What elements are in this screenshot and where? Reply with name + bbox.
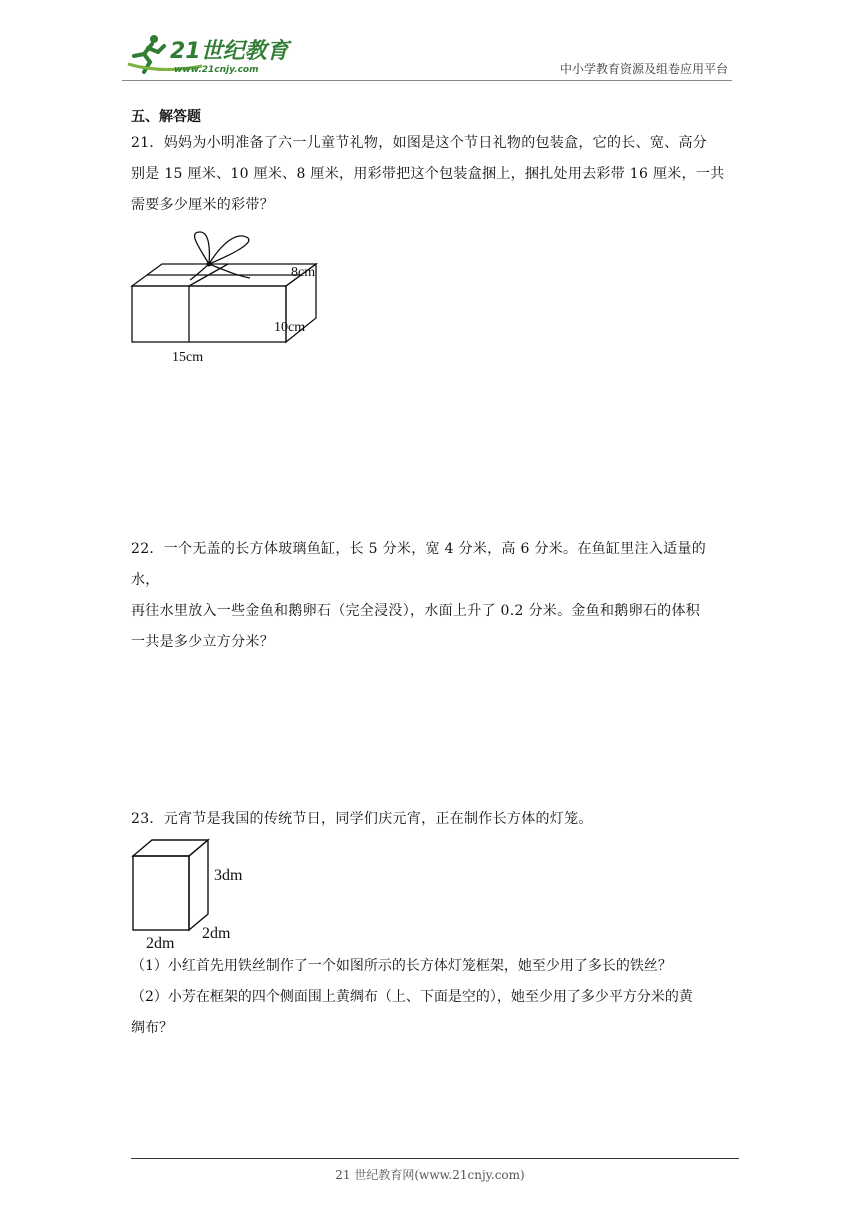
question-23-subquestions <box>131 951 731 1044</box>
header-platform-text: 中小学教育资源及组卷应用平台 <box>559 62 728 76</box>
bow-knot <box>207 262 212 267</box>
question-21-line: 别是 15 厘米、10 厘米、8 厘米，用彩带把这个包装盒捆上，捆扎处用去彩带 16 厘米，一共 <box>131 166 725 182</box>
question-21-line: 21．妈妈为小明准备了六一儿童节礼物，如图是这个节日礼物的包装盒，它的长、宽、高分 <box>131 135 708 151</box>
lantern-box-figure <box>128 836 268 956</box>
sub-question-2: （2）小芳在框架的四个侧面围上黄绸布（上、下面是空的），她至少用了多少平方分米的黄 <box>131 989 693 1005</box>
question-22 <box>131 534 731 658</box>
question-23-line: 23．元宵节是我国的传统节日，同学们庆元宵，正在制作长方体的灯笼。 <box>131 811 593 827</box>
bow-tail-left <box>190 264 209 280</box>
lantern-front-face <box>133 856 189 930</box>
lantern-top-face <box>133 840 208 856</box>
lantern-height-label: 3dm <box>214 867 243 884</box>
bow-left-loop <box>195 232 210 264</box>
question-22-line: 再往水里放入一些金鱼和鹅卵石（完全浸没），水面上升了 0.2 分米。金鱼和鹅卵石的体积 <box>131 603 701 619</box>
question-22-line: 一共是多少立方分米？ <box>131 634 274 650</box>
lantern-length-label: 2dm <box>146 935 175 952</box>
section-title: 五、解答题 <box>131 109 201 125</box>
logo-text: 21世纪教育 <box>170 39 289 64</box>
height-label: 8cm <box>291 265 316 280</box>
sub-question-2-cont: 绸布？ <box>131 1020 173 1036</box>
box-front-face <box>132 286 286 342</box>
site-logo <box>122 30 292 80</box>
bow-right-loop <box>209 236 249 264</box>
length-label: 15cm <box>172 350 204 365</box>
header-divider <box>122 80 732 81</box>
logo-graphic <box>122 30 292 80</box>
width-label: 10cm <box>274 320 306 335</box>
gift-box-figure <box>128 226 338 366</box>
question-23 <box>131 804 731 835</box>
footer-text: 21 世纪教育网(www.21cnjy.com) <box>335 1168 525 1182</box>
sub-question-1: （1）小红首先用铁丝制作了一个如图所示的长方体灯笼框架，她至少用了多长的铁丝？ <box>131 958 672 974</box>
lantern-width-label: 2dm <box>202 925 231 942</box>
question-22-line: 22．一个无盖的长方体玻璃鱼缸，长 5 分米，宽 4 分米，高 6 分米。在鱼缸里注入适量的水， <box>131 541 707 588</box>
lantern-right-face <box>189 840 208 930</box>
question-21-line: 需要多少厘米的彩带？ <box>131 197 274 213</box>
question-21 <box>131 128 731 221</box>
logo-url: www.21cnjy.com <box>174 65 259 75</box>
footer-divider <box>131 1158 739 1159</box>
